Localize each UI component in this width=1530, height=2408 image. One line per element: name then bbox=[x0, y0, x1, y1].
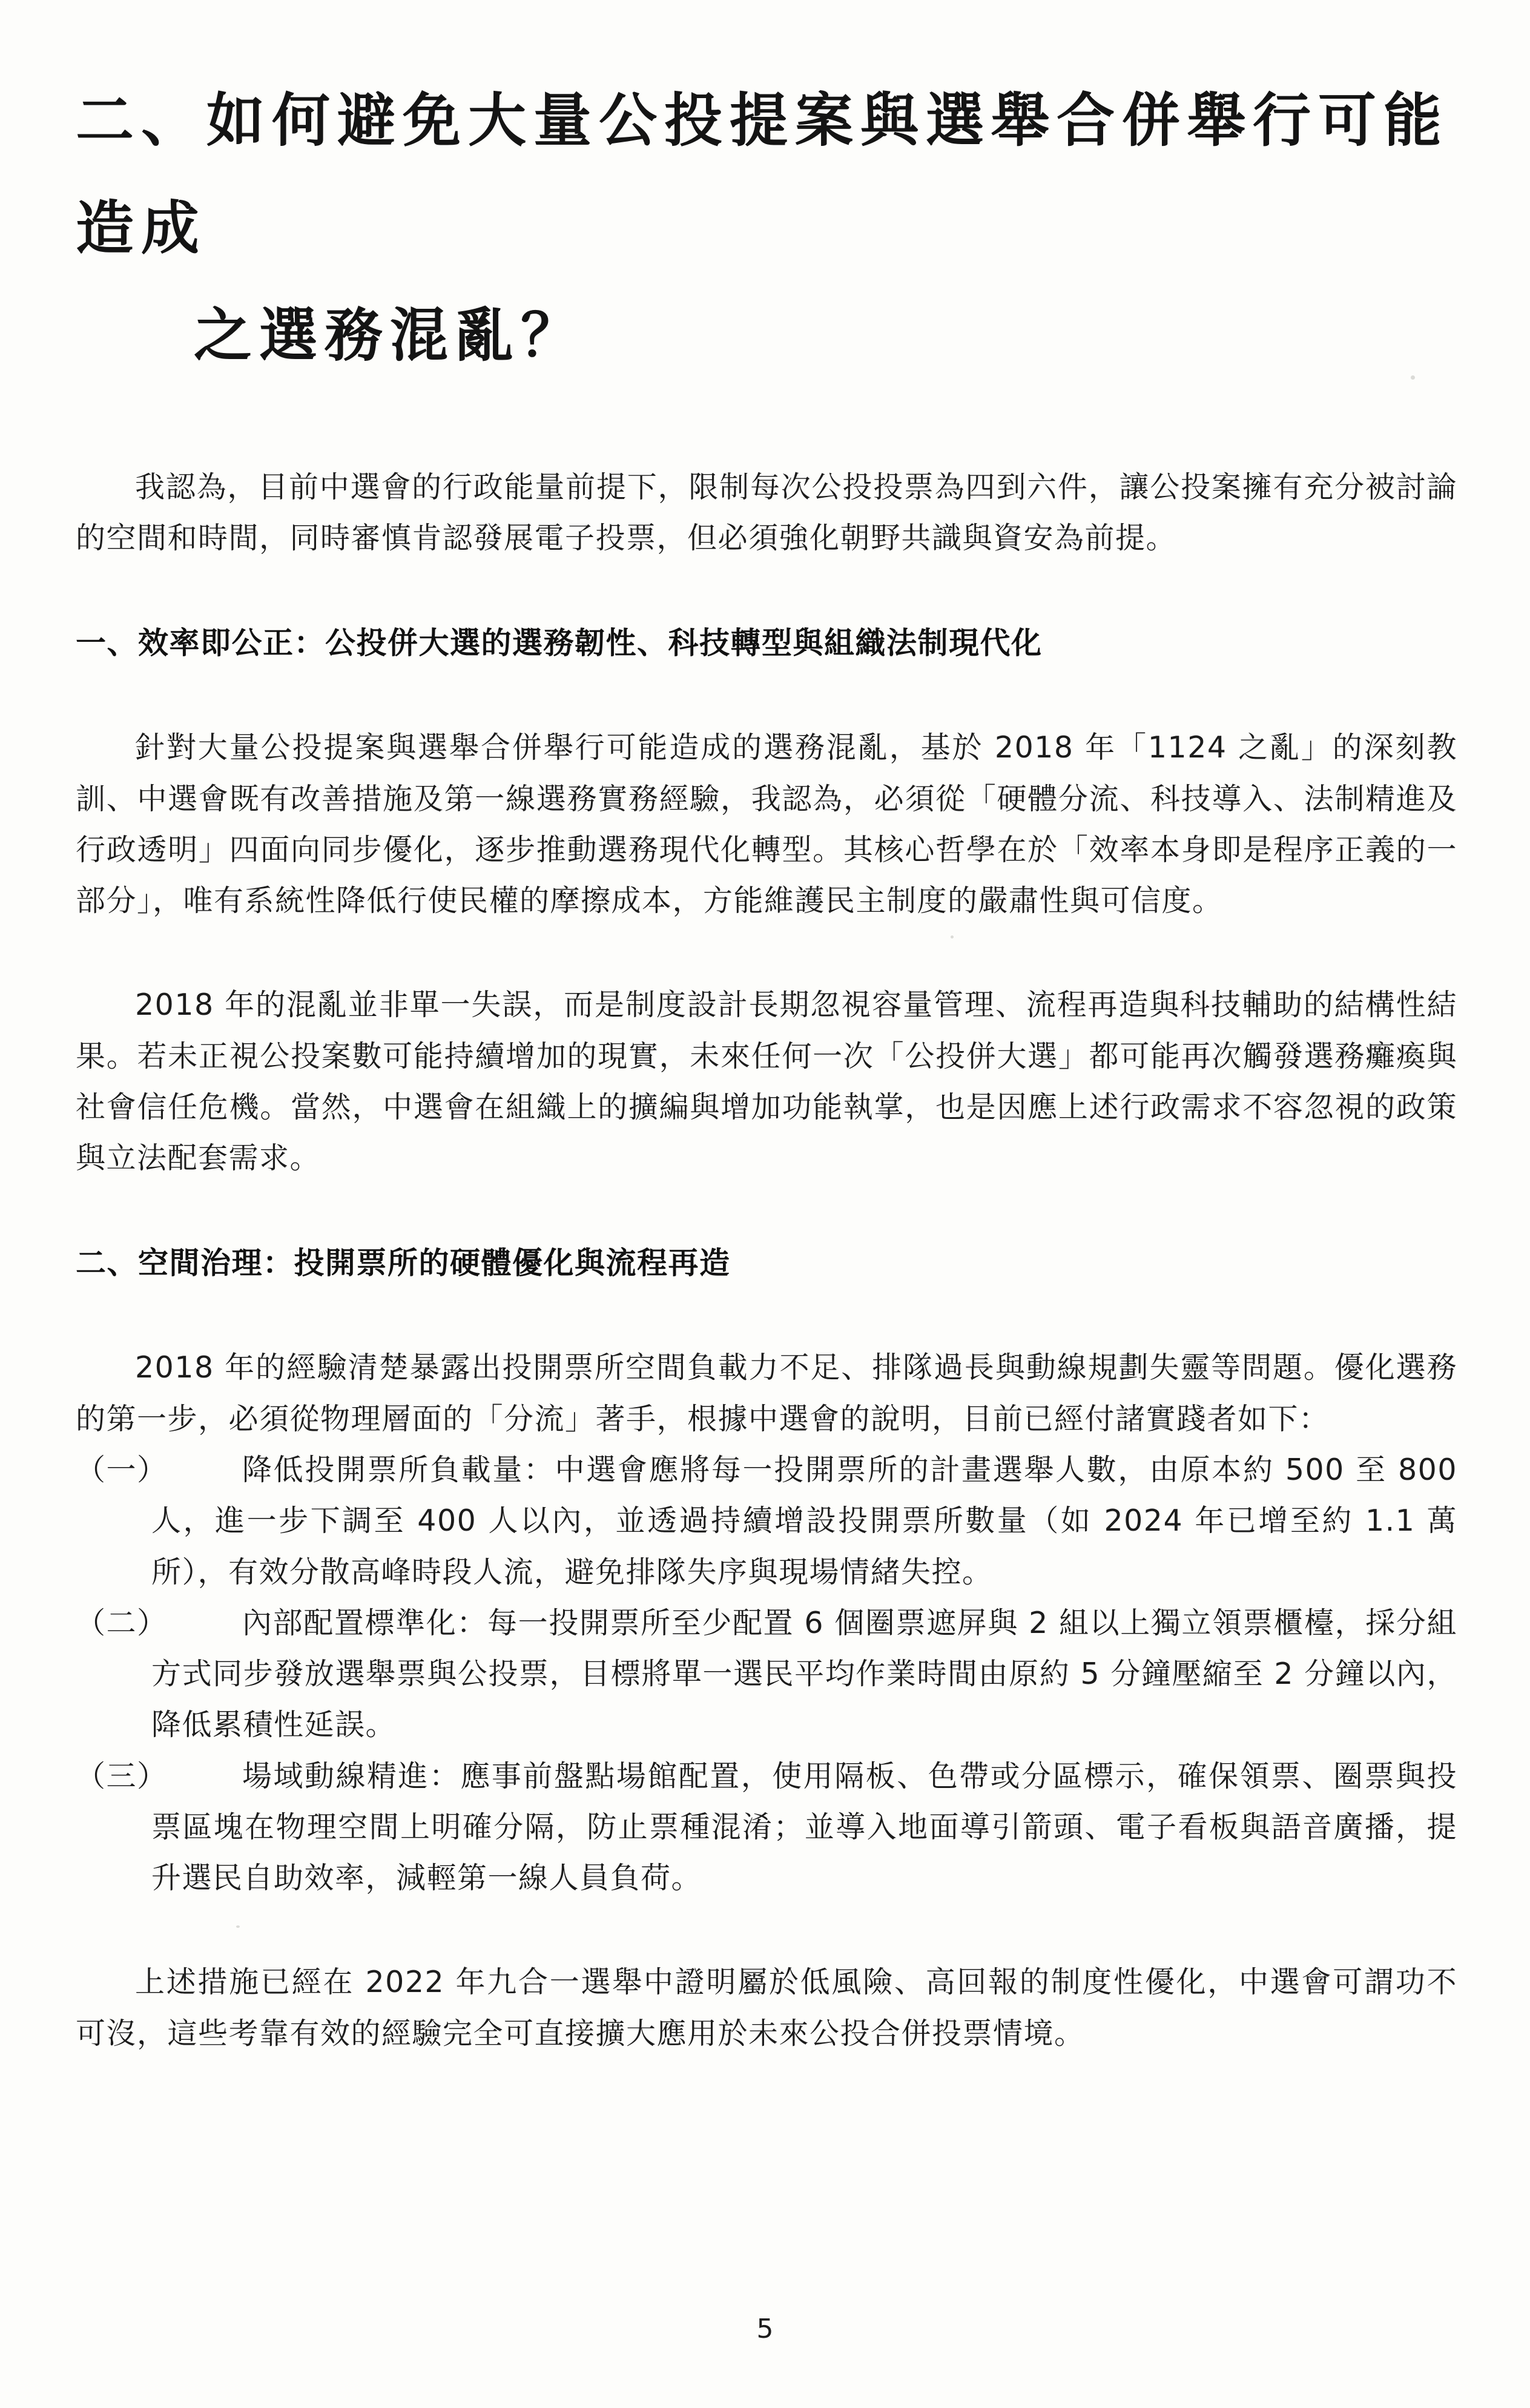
section-1-paragraph-2: 2018 年的混亂並非單一失誤，而是制度設計長期忽視容量管理、流程再造與科技輔助的結構性結果。若未正視公投案數可能持續增加的現實，未來任何一次「公投併大選」都可能再次觸發選務癱瘓與社會信任危機。當然，中選會在組織上的擴編與增加功能執掌，也是因應上述行政需求不容忽視的政策與立法配套需求。 bbox=[76, 988, 1457, 1176]
numbered-list bbox=[76, 1445, 1457, 1904]
scan-speck bbox=[1411, 375, 1415, 380]
section-2-intro-paragraph: 2018 年的經驗清楚暴露出投開票所空間負載力不足、排隊過長與動線規劃失靈等問題。優化選務的第一步，必須從物理層面的「分流」著手，根據中選會的說明，目前已經付諸實踐者如下： bbox=[76, 1350, 1457, 1436]
list-item bbox=[76, 1751, 1457, 1904]
page-number: 5 bbox=[756, 2314, 774, 2344]
list-item-text: 場域動線精進：應事前盤點場館配置，使用隔板、色帶或分區標示，確保領票、圈票與投票區塊在物理空間上明確分隔，防止票種混淆；並導入地面導引箭頭、電子看板與語音廣播，提升選民自助效率，減輕第一線人員負荷。 bbox=[151, 1758, 1457, 1896]
document-title-line-2: 之選務混亂？ bbox=[194, 301, 586, 370]
list-item-text: 內部配置標準化：每一投開票所至少配置 6 個圈票遮屏與 2 組以上獨立領票櫃檯，採分組方式同步發放選舉票與公投票，目標將單一選民平均作業時間由原約 5 分鐘壓縮至 2 分鐘以內，降低累積性延誤。 bbox=[151, 1605, 1457, 1743]
list-item-label: （二） bbox=[76, 1605, 168, 1640]
document-title-line-1: 二、如何避免大量公投提案與選舉合併舉行可能造成 bbox=[76, 86, 1449, 262]
closing-paragraph: 上述措施已經在 2022 年九合一選舉中證明屬於低風險、高回報的制度性優化，中選會可謂功不可沒，這些考靠有效的經驗完全可直接擴大應用於未來公投合併投票情境。 bbox=[76, 1965, 1457, 2051]
list-item bbox=[76, 1598, 1457, 1751]
document-title bbox=[76, 67, 1457, 389]
list-item-label: （一） bbox=[76, 1452, 168, 1487]
list-item-text: 降低投開票所負載量：中選會應將每一投開票所的計畫選舉人數，由原本約 500 至 800 人，進一步下調至 400 人以內，並透過持續增設投開票所數量（如 2024 年已增至約 1.1 萬所），有效分散高峰時段人流，避免排隊失序與現場情緒失控。 bbox=[151, 1452, 1457, 1589]
section-2-heading: 二、空間治理：投開票所的硬體優化與流程再造 bbox=[76, 1245, 731, 1281]
scan-speck bbox=[236, 1925, 240, 1928]
section-1-heading: 一、效率即公正：公投併大選的選務韌性、科技轉型與組織法制現代化 bbox=[76, 625, 1043, 661]
section-1-paragraph-1: 針對大量公投提案與選舉合併舉行可能造成的選務混亂，基於 2018 年「1124 之亂」的深刻教訓、中選會既有改善措施及第一線選務實務經驗，我認為，必須從「硬體分流、科技導入、法制精進及行政透明」四面向同步優化，逐步推動選務現代化轉型。其核心哲學在於「效率本身即是程序正義的一部分」，唯有系統性降低行使民權的摩擦成本，方能維護民主制度的嚴肅性與可信度。 bbox=[76, 730, 1457, 919]
scan-speck bbox=[951, 935, 954, 938]
intro-paragraph: 我認為，目前中選會的行政能量前提下，限制每次公投投票為四到六件，讓公投案擁有充分被討論的空間和時間，同時審慎肯認發展電子投票，但必須強化朝野共識與資安為前提。 bbox=[76, 469, 1457, 556]
list-item-label: （三） bbox=[76, 1758, 168, 1793]
list-item bbox=[76, 1445, 1457, 1598]
